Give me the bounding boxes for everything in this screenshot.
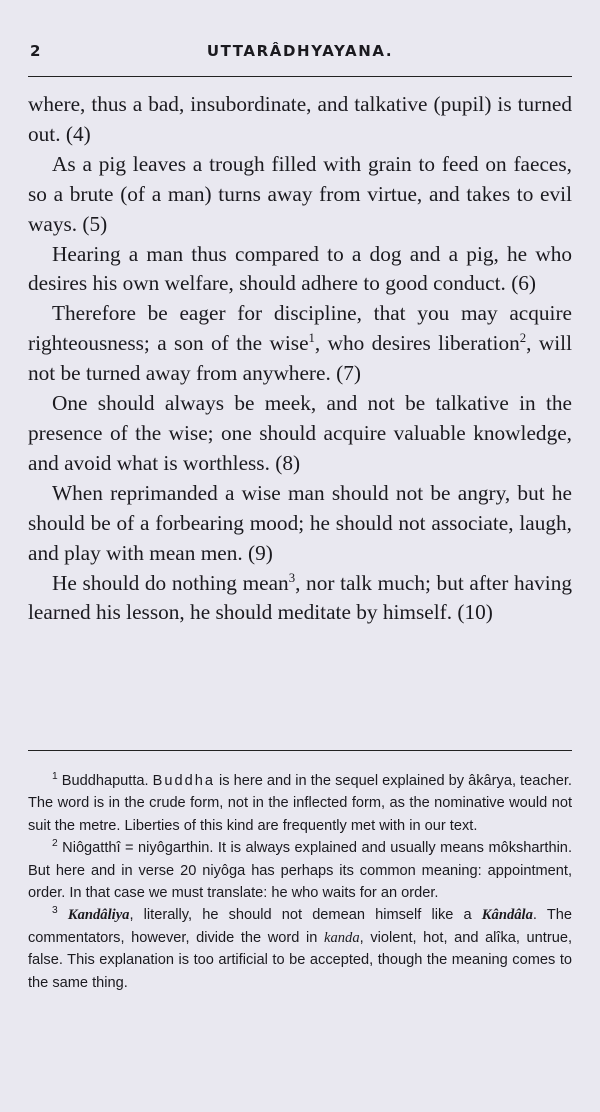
footnote-2-term2: niyôga: [202, 862, 246, 879]
footnote-ref-1[interactable]: 1: [308, 331, 315, 346]
stanza-4-end: where, thus a bad, insubordinate, and talkative (pupil) is turned out. (4): [28, 92, 572, 146]
footnote-3-term2: kanda: [323, 929, 360, 946]
footnote-2: [28, 837, 572, 904]
page-number: 2: [30, 42, 41, 60]
footnote-3-text-a: , literally, he should not demean himself like a: [129, 907, 472, 924]
footnote-ref-3[interactable]: 3: [288, 570, 296, 585]
stanza-7-part-b: , who desires liberation: [314, 331, 520, 356]
stanza-6: Hearing a man thus compared to a dog and a pig, he who desires his own welfare, should adhere to good conduct. (6): [28, 241, 572, 296]
footnote-2-marker: 2: [52, 838, 58, 850]
footnote-1-text-a: is here and in the sequel explained by: [219, 773, 465, 789]
footnote-1-marker: 1: [52, 771, 58, 783]
footnote-3-term: Kândâla: [481, 907, 533, 924]
page-header: [28, 42, 572, 64]
footnote-3-text-b: . The commentators, however, divide the word in: [28, 907, 572, 946]
stanza-5: As a pig leaves a trough filled with grain to feed on faeces, so a brute (of a man) turns away from virtue, and takes to evil ways. (5): [28, 151, 572, 236]
stanza-7: [28, 299, 572, 389]
header-rule: [28, 76, 572, 77]
footnote-1-spaced-term: Buddha: [152, 773, 215, 789]
main-text: [28, 90, 572, 628]
footnote-rule: [28, 750, 572, 751]
stanza-10: [28, 569, 572, 629]
stanza-9: When reprimanded a wise man should not be angry, but he should be of a forbearing mood; he should not associate, laugh, and play with mean men. (9): [28, 480, 572, 565]
footnote-2-text-a: It is always explained and usually means: [217, 840, 484, 857]
footnote-ref-2[interactable]: 2: [519, 331, 527, 346]
stanza-10-part-a: He should do nothing mean: [52, 570, 289, 595]
footnote-3: [28, 904, 572, 994]
footnote-1-term: âkârya: [468, 773, 512, 789]
stanza-8: One should always be meek, and not be talkative in the presence of the wise; one should acquire valuable knowledge, and avoid what is worthless. (8): [28, 391, 572, 475]
footnote-2-lead: Niôgatthî = niyôgarthin.: [62, 840, 214, 857]
footnote-2-term: môksharthin: [488, 840, 568, 857]
stanza-7-part-a: Therefore be eager for discipline, that you may acquire righteousness; a son of the wise: [28, 301, 572, 356]
footnote-1-text-b: , teacher. The word is in the crude form, not in the inflected form, as the nominative would not suit the metre. Liberties of this kind are frequently met with in our text.: [28, 773, 572, 834]
footnote-3-lead: Kandâliya: [67, 907, 130, 924]
footnote-3-marker: 3: [52, 905, 58, 917]
footnote-1-lead: Buddhaputta.: [61, 773, 149, 789]
footnote-1: [28, 770, 572, 837]
stanza-10-part-b: , nor talk much; but after having learned his lesson, he should meditate by himself. (10): [28, 570, 573, 625]
stanza-7-part-c: , will not be turned away from anywhere. (7): [28, 331, 572, 386]
footnote-2-text-c: has perhaps its common meaning: appointment, order. In that case we must translate: he who waits for an order.: [28, 862, 572, 902]
running-title: UTTARÂDHYAYANA.: [206, 42, 394, 60]
footnotes: [28, 770, 572, 994]
footnote-3-text-c: , violent, hot, and alîka, untrue, false. This explanation is too artificial to be accepted, though the meaning comes to the same thing.: [28, 929, 572, 991]
footnote-2-text-b: . But here and in verse 20: [28, 840, 572, 879]
